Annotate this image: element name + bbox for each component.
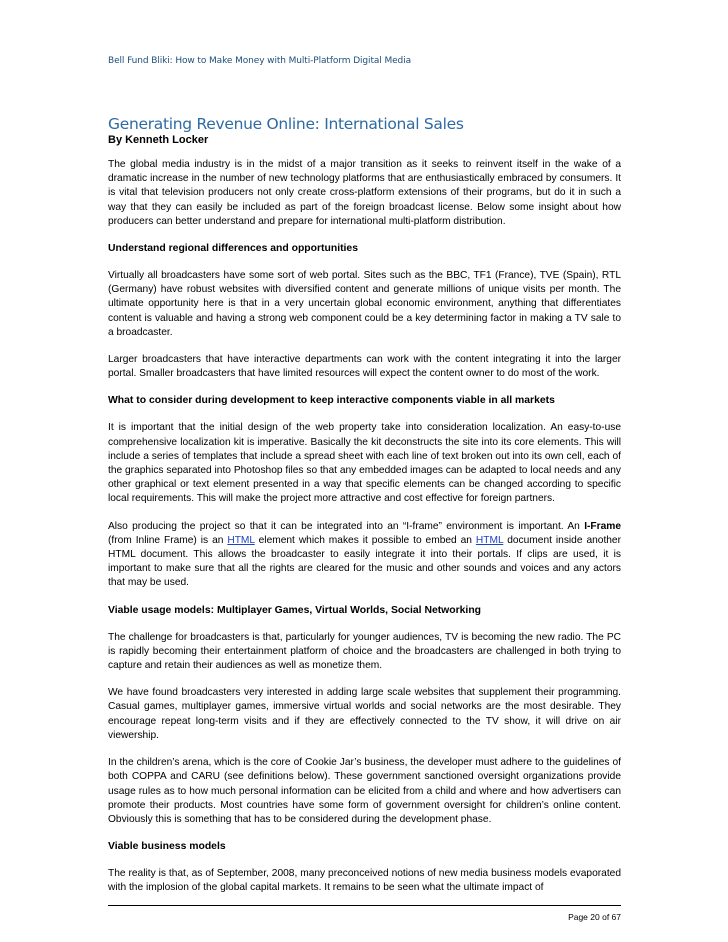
running-header: Bell Fund Bliki: How to Make Money with Multi-Platform Digital Media xyxy=(108,56,411,66)
html-link[interactable]: HTML xyxy=(475,534,504,546)
usage-paragraph-2: We have found broadcasters very interested in adding large scale websites that supplement their programming. Casual games, multiplayer games, immersive virtual worlds and social networks are the most desirable. They encourage repeat long-term visits and if they are effectively connected to the TV show, it will drive on air viewership. xyxy=(108,687,621,741)
article-body xyxy=(108,115,621,909)
html-link[interactable]: HTML xyxy=(227,534,255,546)
text-run: Also producing the project so that it can be integrated into an “I-frame” environment is important. An xyxy=(108,520,585,532)
section-heading-development: What to consider during development to keep interactive components viable in all markets xyxy=(108,395,555,407)
article-title: Generating Revenue Online: International Sales xyxy=(108,115,464,133)
regional-paragraph-2: Larger broadcasters that have interactive departments can work with the content integrating it into the larger portal. Smaller broadcasters that have limited resources will expect the content owner to do most of the work. xyxy=(108,354,621,380)
text-run: document inside another HTML document. This allows the broadcaster to easily integrate it into their portals. If clips are used, it is important to make sure that all the rights are cleared for the music and other sounds and voices and any actors that may be used. xyxy=(108,534,621,589)
development-paragraph-1: It is important that the initial design of the web property take into consideration localization. An easy-to-use comprehensive localization kit is imperative. Basically the kit deconstructs the site into its core elements. This will include a series of templates that include a spread sheet with each line of text broken out into its own cell, each of the graphics separated into Photoshop files so that any embedded images can be adapted to local needs and any other graphical or text element presented in a way that specific elements can be changed according to specific local requirements. This will make the project more attractive and cost effective for foreign partners. xyxy=(108,422,621,505)
development-paragraph-2 xyxy=(108,520,621,591)
business-paragraph-1: The reality is that, as of September, 2008, many preconceived notions of new media business models evaporated with the implosion of the global capital markets. It remains to be seen what the ultimate impact of xyxy=(108,868,621,894)
page-number: Page 20 of 67 xyxy=(568,912,621,922)
footer-divider xyxy=(108,905,621,906)
article-byline: By Kenneth Locker xyxy=(108,134,209,146)
iframe-term: I-Frame xyxy=(584,520,621,532)
text-run: element which makes it possible to embed an xyxy=(254,534,476,546)
intro-paragraph: The global media industry is in the midst of a major transition as it seeks to reinvent itself in the wake of a dramatic increase in the number of new technology platforms that are enthusiastically embraced by consumers. It is vital that television producers not only create cross-platform extensions of their programs, but do it in such a way that they can easily be included as part of the foreign broadcast license. Below some insight about how producers can better understand and prepare for international multi-platform distribution. xyxy=(108,159,621,227)
text-run: (from Inline Frame) is an xyxy=(108,534,228,546)
regional-paragraph-1: Virtually all broadcasters have some sort of web portal. Sites such as the BBC, TF1 (France), TVE (Spain), RTL (Germany) have robust websites with diversified content and generate millions of unique visits per month. The ultimate opportunity here is that in a very uncertain global economic environment, anything that differentiates content is valuable and having a strong web component could be a key determining factor in making a TV sale to a broadcaster. xyxy=(108,270,621,338)
usage-paragraph-3: In the children’s arena, which is the core of Cookie Jar’s business, the developer must adhere to the guidelines of both COPPA and CARU (see definitions below). These government sanctioned oversight organizations provide usage rules as to how much personal information can be elicited from a child and where and how advertisers can promote their products. Most countries have some form of government oversight for children’s online content. Obviously this is something that has to be considered during the development phase. xyxy=(108,757,621,825)
section-heading-usage-models: Viable usage models: Multiplayer Games, Virtual Worlds, Social Networking xyxy=(108,604,482,616)
usage-paragraph-1: The challenge for broadcasters is that, particularly for younger audiences, TV is becoming the new radio. The PC is rapidly becoming their entertainment platform of choice and the broadcasters are challenged in both trying to capture and retain their audiences as well as monetize them. xyxy=(108,631,621,672)
section-heading-business-models: Viable business models xyxy=(108,841,226,853)
section-heading-regional: Understand regional differences and opportunities xyxy=(108,243,358,255)
